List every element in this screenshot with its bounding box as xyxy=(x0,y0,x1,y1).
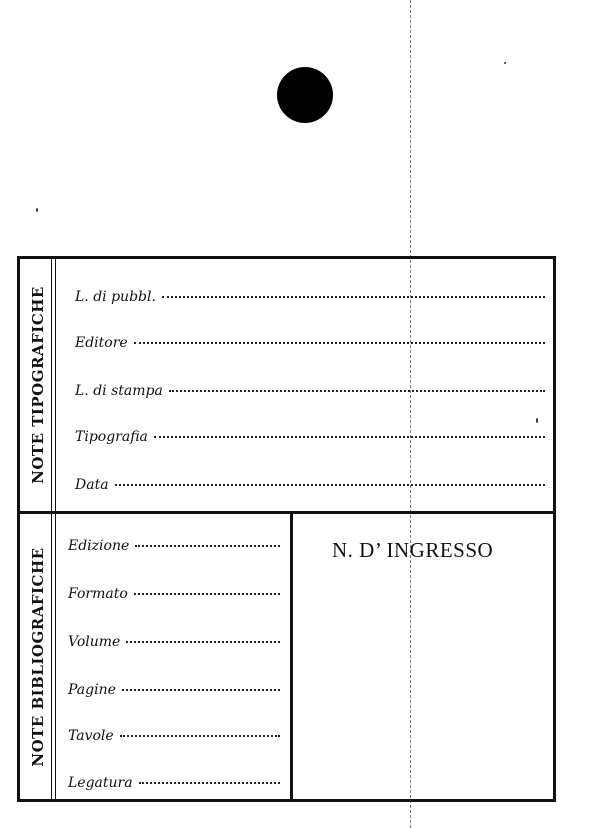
field-tipografia xyxy=(75,429,545,445)
numero-ingresso-label: N. D’ INGRESSO xyxy=(332,538,494,562)
field-label: Formato xyxy=(68,586,128,602)
field-volume xyxy=(68,634,280,650)
dotted-line xyxy=(169,389,545,392)
field-luogo-stampa xyxy=(75,383,545,399)
note-bibliografiche-label-box xyxy=(20,514,56,799)
field-label: Volume xyxy=(68,634,121,650)
field-formato xyxy=(68,586,280,602)
field-legatura xyxy=(68,775,280,791)
field-label: Legatura xyxy=(68,775,133,791)
field-luogo-pubblicazione xyxy=(75,289,545,305)
dotted-line xyxy=(154,435,545,438)
dotted-line xyxy=(120,734,280,737)
note-tipografiche-section xyxy=(20,259,553,514)
dotted-line xyxy=(134,592,280,595)
field-label: Tavole xyxy=(68,728,114,744)
dotted-line xyxy=(135,544,280,547)
speck xyxy=(36,208,38,212)
field-tavole xyxy=(68,728,280,744)
dotted-line xyxy=(139,781,280,784)
note-tipografiche-label-box xyxy=(20,259,56,511)
catalog-card xyxy=(17,256,556,802)
field-label: L. di stampa xyxy=(75,383,163,399)
field-data xyxy=(75,477,545,493)
field-label: Data xyxy=(75,477,109,493)
field-label: Edizione xyxy=(68,538,130,554)
note-bibliografiche-title: NOTE BIBLIOGRAFICHE xyxy=(28,546,47,767)
dotted-line xyxy=(134,341,545,344)
vertical-divider xyxy=(290,514,293,799)
note-bibliografiche-section xyxy=(20,514,553,799)
note-tipografiche-title: NOTE TIPOGRAFICHE xyxy=(28,286,47,484)
field-label: Editore xyxy=(75,335,128,351)
dotted-line xyxy=(162,295,545,298)
field-editore xyxy=(75,335,545,351)
dotted-line xyxy=(122,688,280,691)
speck xyxy=(504,62,506,64)
field-edizione xyxy=(68,538,280,554)
field-label: L. di pubbl. xyxy=(75,289,156,305)
dotted-line xyxy=(115,483,545,486)
punch-hole xyxy=(277,67,333,123)
dotted-line xyxy=(126,640,280,643)
field-pagine xyxy=(68,682,280,698)
field-label: Tipografia xyxy=(75,429,148,445)
field-label: Pagine xyxy=(68,682,116,698)
